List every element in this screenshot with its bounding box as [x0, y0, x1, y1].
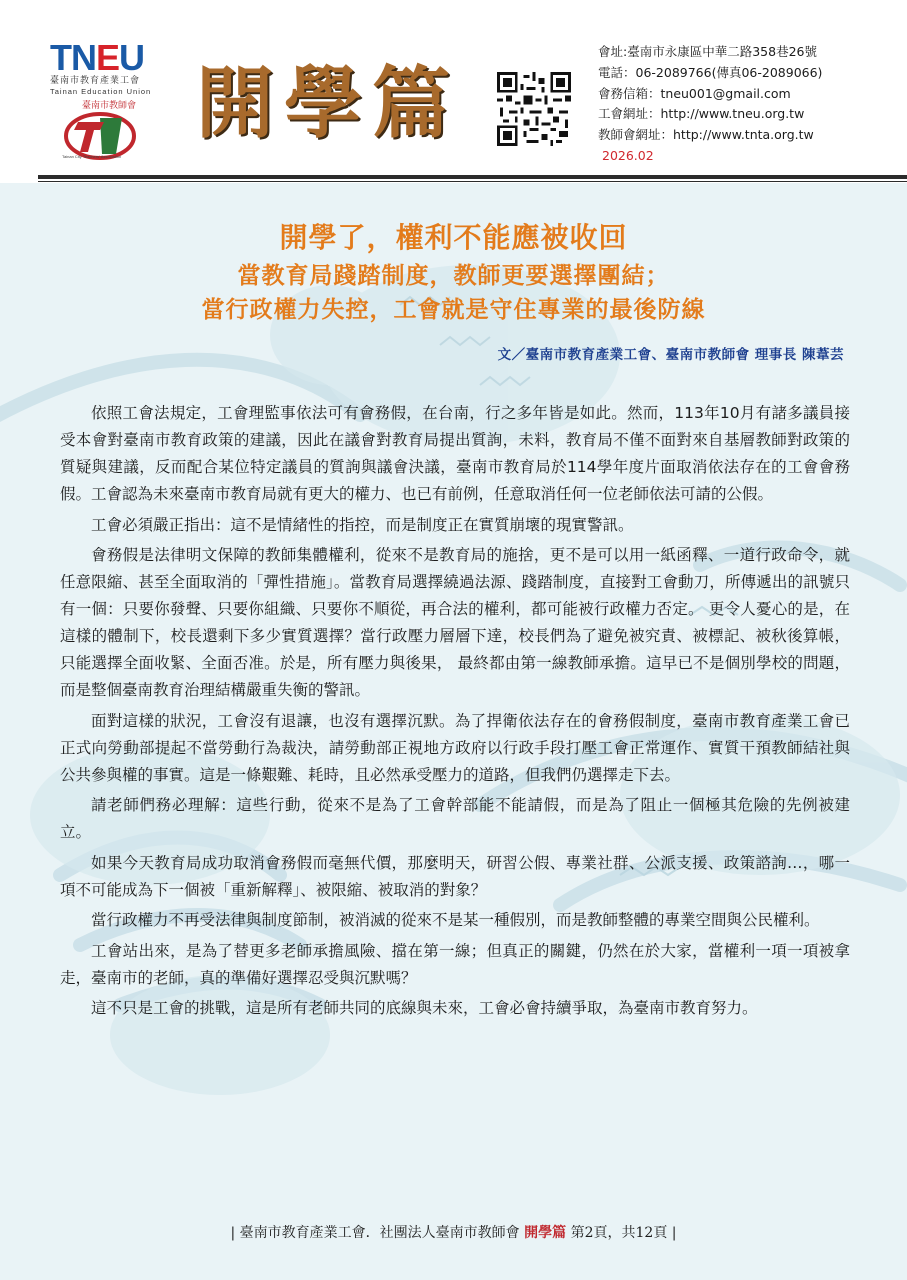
- tneu-wordmark-part: TN: [50, 37, 96, 78]
- page-footer: [0, 1222, 907, 1242]
- paragraph: 面對這樣的狀況，工會沒有退讓，也沒有選擇沉默。為了捍衛依法存在的會務假制度，臺南市教育產業工會已正式向勞動部提起不當勞動行為裁決，請勞動部正視地方政府以行政手段打壓工會正常運作、實質干預教師結社與公共參與權的事實。這是一條艱難、耗時，且必然承受壓力的道路，但我們仍選擇走下去。: [60, 711, 850, 784]
- contact-email[interactable]: 會務信箱：tneu001@gmail.com: [598, 85, 791, 101]
- tta-logo-cn: 臺南市教師會: [82, 101, 137, 111]
- article-byline: 文／臺南市教育產業工會、臺南市教師會 理事長 陳葦芸: [497, 347, 844, 363]
- tneu-wordmark-part: U: [119, 37, 145, 78]
- article-subtitle-2: 當行政權力失控，工會就是守住專業的最後防線: [201, 297, 706, 323]
- paragraph: 會務假是法律明文保障的教師集體權利，從來不是教育局的施捨，更不是可以用一紙函釋、一道行政命令，就任意限縮、甚至全面取消的「彈性措施」。當教育局選擇繞過法源、踐踏制度，直接對工會動刀，所傳遞出的訊號只有一個：只要你發聲、只要你組織、只要你不順從，再合法的權利，都可能被行政權力否定。 更令人憂心的是，在這樣的體制下，校長還剩下多少實質選擇？當行政壓力層層下達，校長們為了避免被究責、被標記、被秋後算帳，只能選擇全面收緊、全面否准。於是，所有壓力與後果， 最終都由第一線教師承擔。這早已不是個別學校的問題，而是整個臺南教育治理結構嚴重失衡的警訊。: [60, 546, 850, 699]
- tneu-logo-cn: 臺南市教育產業工會: [50, 76, 141, 86]
- tneu-wordmark-part: E: [96, 37, 120, 78]
- contact-teacher-site[interactable]: 教師會網址：http://www.tnta.org.tw: [598, 127, 814, 143]
- tta-logo-en: Tainan City Teachers' Association: [62, 154, 122, 159]
- tneu-logo-en: Tainan Education Union: [50, 87, 152, 96]
- contact-address: 會址:臺南市永康區中華二路358巷26號: [598, 44, 817, 59]
- footer-org: | 臺南市教育產業工會．社團法人臺南市教師會: [230, 1225, 520, 1241]
- paragraph: 工會必須嚴正指出：這不是情緒性的指控，而是制度正在實質崩壞的現實警訊。: [91, 515, 634, 534]
- paragraph: 當行政權力不再受法律與制度節制，被消滅的從來不是某一種假別，而是教師整體的專業空間與公民權利。: [91, 911, 820, 929]
- paragraph: 這不只是工會的挑戰，這是所有老師共同的底線與未來，工會必會持續爭取，為臺南市教育努力。: [91, 999, 758, 1017]
- paragraph: 工會站出來，是為了替更多老師承擔風險、擋在第一線；但真正的關鍵，仍然在於大家，當權利一項一項被拿走，臺南市的老師，真的準備好選擇忍受與沉默嗎？: [60, 941, 850, 987]
- article-subtitle-1: 當教育局踐踏制度，教師更要選擇團結；: [237, 263, 670, 289]
- article-body: [60, 400, 850, 1026]
- masthead-title: 開學篇: [196, 58, 461, 149]
- paragraph: 依照工會法規定，工會理監事依法可有會務假，在台南，行之多年皆是如此。然而，113年10月有諸多議員接受本會對臺南市教育政策的建議，因此在議會對教育局提出質詢，未料，教育局不僅不面對來自基層教師對政策的質疑與建議，反而配合某位特定議員的質詢與議會決議，臺南市教育局於114學年度片面取消依法存在的工會會務假。工會認為未來臺南市教育局就有更大的權力、也已有前例，任意取消任何一位老師依法可請的公假。: [60, 404, 850, 503]
- contact-phone: 電話：06-2089766(傳真06-2089066): [598, 64, 823, 80]
- paragraph: 請老師們務必理解：這些行動，從來不是為了工會幹部能不能請假，而是為了阻止一個極其危險的先例被建立。: [60, 796, 850, 841]
- contact-union-site[interactable]: 工會網址：http://www.tneu.org.tw: [598, 106, 805, 122]
- footer-page-number: 第2頁，共12頁 |: [570, 1225, 677, 1241]
- footer-section: 開學篇: [524, 1225, 567, 1241]
- paragraph: 如果今天教育局成功取消會務假而毫無代價，那麼明天，研習公假、專業社群、公派支援、政策諮詢…，哪一項不可能成為下一個被「重新解釋」、被限縮、被取消的對象？: [60, 853, 850, 899]
- article-title: 開學了，權利不能應被收回: [279, 221, 628, 254]
- issue-date: 2026.02: [602, 147, 654, 163]
